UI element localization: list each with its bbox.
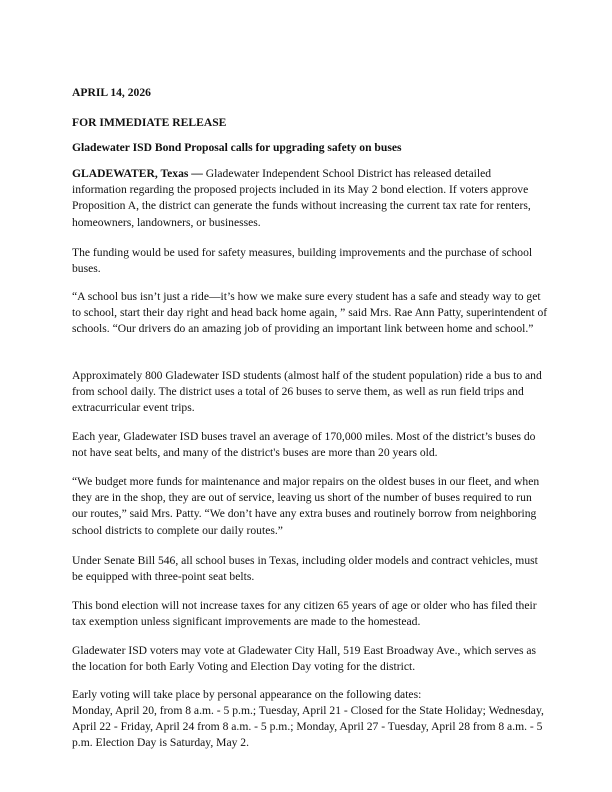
- release-status: FOR IMMEDIATE RELEASE: [72, 116, 227, 129]
- paragraph-early-voting-intro: Early voting will take place by personal appearance on the following dates:: [72, 688, 422, 701]
- paragraph-mileage: Each year, Gladewater ISD buses travel an average of 170,000 miles. Most of the district’s buses do not have seat belts, and many of the district's buses are more than 20 years old.: [72, 430, 536, 460]
- paragraph-ridership: Approximately 800 Gladewater ISD students (almost half of the student population) ride a bus to and from school daily. The district uses a total of 26 buses to serve them, as well as run field trips and extracurricular event trips.: [72, 369, 542, 415]
- paragraph-voting-location: Gladewater ISD voters may vote at Gladewater City Hall, 519 East Broadway Ave., which serves as the location for both Early Voting and Election Day voting for the district.: [72, 644, 537, 674]
- paragraph-funding: The funding would be used for safety measures, building improvements and the purchase of school buses.: [72, 246, 533, 276]
- lead-text: Gladewater Independent School District has released detailed information regarding the proposed projects included in its May 2 bond election. If voters approve Proposition A, the district can generate the funds without increasing the current tax rate for renters, homeowners, landowners, or businesses.: [72, 167, 531, 229]
- paragraph-tax-exemption: This bond election will not increase taxes for any citizen 65 years of age or older who has filed their tax exemption unless significant improvements are made to the homestead.: [72, 599, 537, 629]
- paragraph-senate-bill: Under Senate Bill 546, all school buses in Texas, including older models and contract vehicles, must be equipped with three-point seat belts.: [72, 554, 538, 584]
- headline: Gladewater ISD Bond Proposal calls for upgrading safety on buses: [72, 141, 402, 154]
- lead-paragraph: [72, 166, 548, 231]
- release-date: APRIL 14, 2026: [72, 86, 151, 99]
- paragraph-quote-1: “A school bus isn’t just a ride—it’s how we make sure every student has a safe and steady way to get to school, start their day right and head back home again, ” said Mrs. Rae Ann Patty, superintendent of schools. “Our drivers do an amazing job of providing an important link between home and school.”: [72, 290, 548, 336]
- paragraph-early-voting-dates: Monday, April 20, from 8 a.m. - 5 p.m.; Tuesday, April 21 - Closed for the State Holiday; Wednesday, April 22 - Friday, April 24 from 8 a.m. - 5 p.m.; Monday, April 27 - Tuesday, April 28 from 8 a.m. - 5 p.m. Election Day is Saturday, May 2.: [72, 704, 544, 750]
- dateline: GLADEWATER, Texas —: [72, 167, 203, 180]
- paragraph-quote-2: “We budget more funds for maintenance and major repairs on the oldest buses in our fleet, and when they are in the shop, they are out of service, leaving us short of the number of buses required to run our routes,” said Mrs. Patty. “We don’t have any extra buses and routinely borrow from neighboring school districts to complete our daily routes.”: [72, 475, 540, 537]
